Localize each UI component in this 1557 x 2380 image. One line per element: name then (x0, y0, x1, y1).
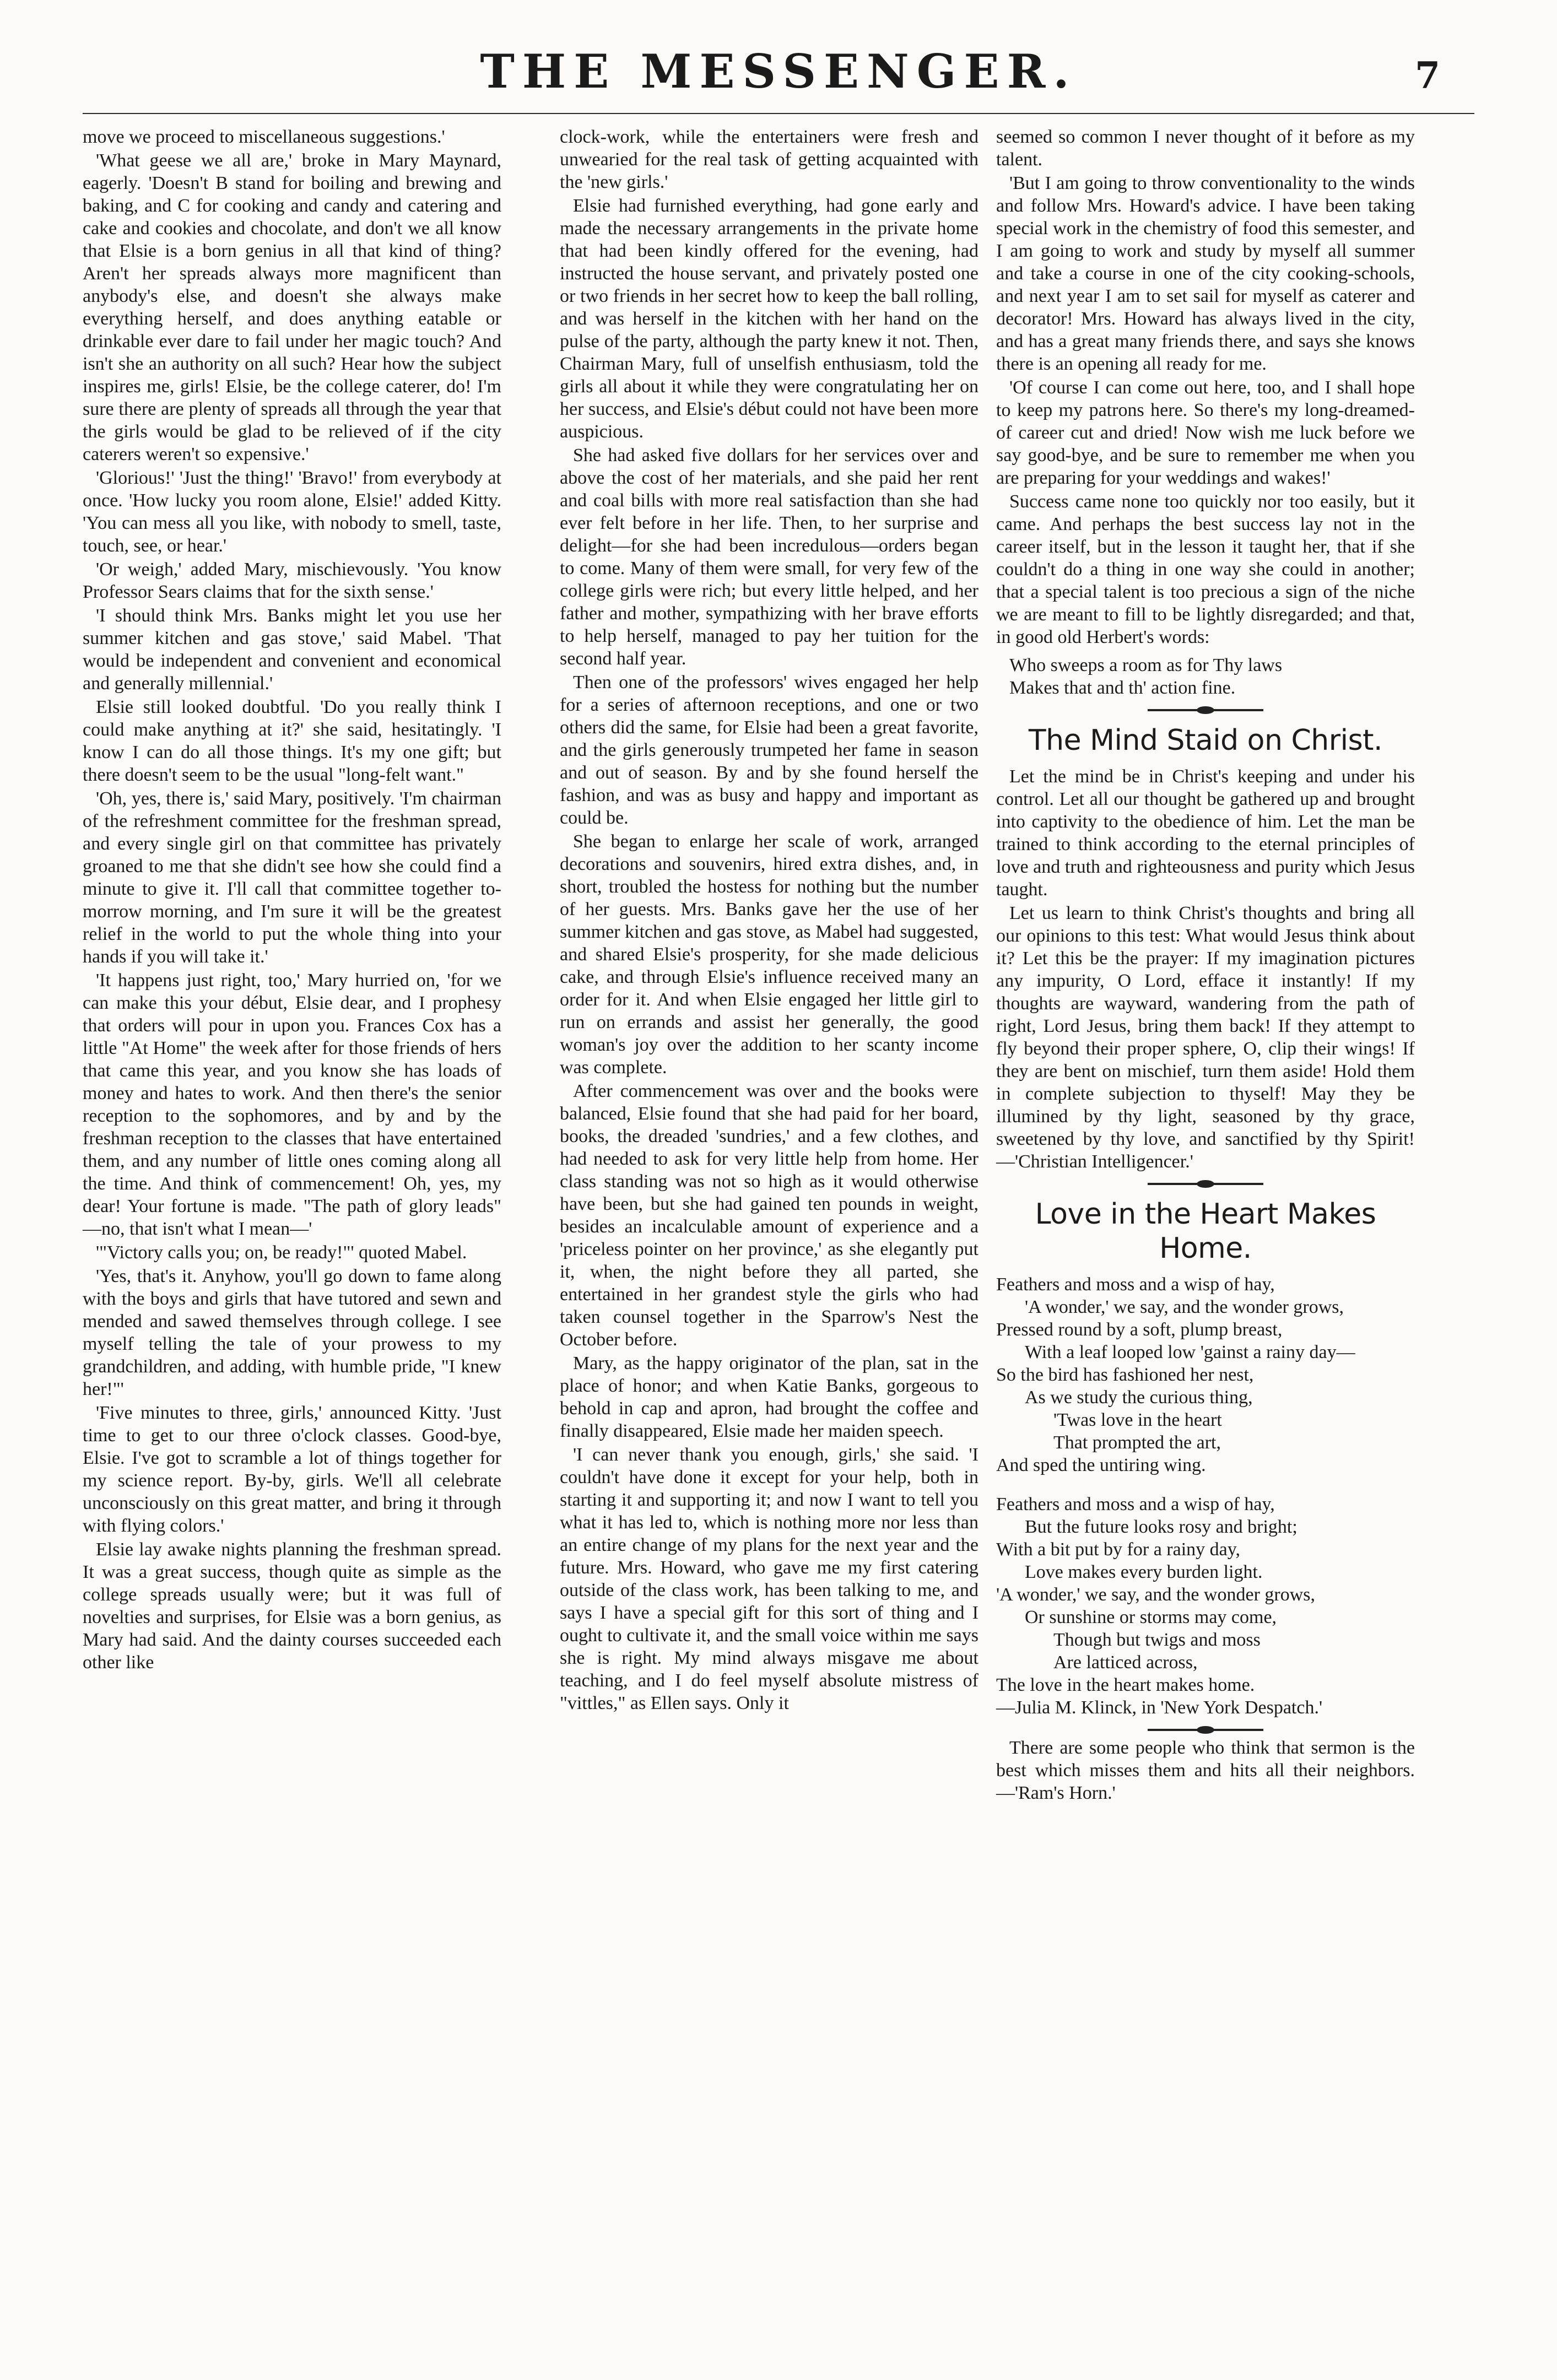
newspaper-title: THE MESSENGER. (480, 44, 1077, 99)
paragraph: Then one of the professors' wives engaged her help for a series of afternoon receptions, and one or two others did the same, for Elsie had been a great favorite, and the girls generously trumpeted her fame in season and out of season. By and by she found herself the fashion, and was as busy and happy and important as could be. (560, 672, 978, 828)
paragraph: 'Five minutes to three, girls,' announced Kitty. 'Just time to get to our three o'clock classes. Good-bye, Elsie. I've got to scramble a lot of things together for my science report. By-by, girls. We'll all celebrate unconsciously on this great matter, and bring it through with flying colors.' (83, 1403, 501, 1536)
poem-line: The love in the heart makes home. (996, 1675, 1255, 1695)
paragraph: Elsie had furnished everything, had gone early and made the necessary arrangements in the private home that had been kindly offered for the evening, had instructed the house servant, and privately posted one or two friends in her secret how to keep the ball rolling, and was herself in the kitchen with her hand on the pulse of the party, although the party knew it not. Then, Chairman Mary, full of unselfish enthusiasm, told the girls all about it while they were congratulating her on her success, and Elsie's début could not have been more auspicious. (560, 196, 978, 442)
section-divider (1148, 709, 1263, 711)
poem-line: As we study the curious thing, (1025, 1387, 1253, 1408)
poem-line: Feathers and moss and a wisp of hay, (996, 1494, 1275, 1514)
paragraph: Mary, as the happy originator of the plan, sat in the place of honor; and when Katie Banks, gorgeous to behold in cap and apron, had brought the coffee and finally disappeared, Elsie made her maiden speech. (560, 1353, 978, 1441)
header-rule (83, 113, 1474, 114)
quote-line: Makes that and th' action fine. (1009, 678, 1236, 698)
poem-line: Love makes every burden light. (1025, 1562, 1263, 1582)
paragraph: She had asked five dollars for her services over and above the cost of her materials, and she paid her rent and coal bills with more real satisfaction than she had ever felt before in her life. Then, to her surprise and delight—for she had been incredulous—orders began to come. Many of them were small, for very few of the college girls were rich; but every little helped, and her father and mother, sympathizing with her brave efforts to help herself, managed to pay her tuition for the second half year. (560, 445, 978, 669)
section-divider (1148, 1183, 1263, 1185)
paragraph: Elsie still looked doubtful. 'Do you really think I could make anything at it?' she said, hesitatingly. 'I know I can do all those things. It's my one gift; but there doesn't seem to be the usual "long-felt want." (83, 697, 501, 785)
poem-line: With a leaf looped low 'gainst a rainy day— (1025, 1342, 1355, 1362)
poem-heading: Love in the Heart Makes Home. (1035, 1198, 1376, 1265)
column-2 (560, 126, 978, 1716)
paragraph: She began to enlarge her scale of work, arranged decorations and souvenirs, hired extra dishes, and, in short, troubled the hostess for nothing but the number of her guests. Mrs. Banks gave her the use of her summer kitchen and gas stove, as Mabel had suggested, and shared Elsie's prosperity, for she made delicious cake, and through Elsie's influence received many an order for it. And when Elsie engaged her little girl to run on errands and assist her generally, the good woman's joy over the addition to her scanty income was complete. (560, 831, 978, 1078)
paragraph: clock-work, while the entertainers were fresh and unwearied for the real task of getting acquainted with the 'new girls.' (560, 127, 978, 192)
poem-stanza-2 (996, 1493, 1415, 1719)
paragraph: Success came none too quickly nor too easily, but it came. And perhaps the best success lay not in the career itself, but in the lesson it taught her, that if she couldn't do a thing in one way she could in another; that a special talent is too precious a sign of the niche we are meant to fill to be lightly disregarded; and that, in good old Herbert's words: (996, 491, 1415, 647)
page-number: 7 (1415, 54, 1440, 97)
paragraph: 'Glorious!' 'Just the thing!' 'Bravo!' from everybody at once. 'How lucky you room alone, Elsie!' added Kitty. 'You can mess all you like, with nobody to smell, taste, touch, see, or hear.' (83, 468, 501, 556)
masthead (0, 0, 1557, 124)
poem-line: And sped the untiring wing. (996, 1455, 1206, 1475)
poem-line: That prompted the art, (1053, 1432, 1221, 1453)
poem-line: So the bird has fashioned her nest, (996, 1365, 1254, 1385)
paragraph: 'But I am going to throw conventionality to the winds and follow Mrs. Howard's advice. I have been taking special work in the chemistry of food this semester, and I am going to work and study by myself all summer and take a course in one of the city cooking-schools, and next year I am to set sail for myself as caterer and decorator! Mrs. Howard has always lived in the city, and has a great many friends there, and says she knows there is an opening all ready for me. (996, 173, 1415, 374)
paragraph: '"Victory calls you; on, be ready!"' quoted Mabel. (96, 1242, 467, 1263)
column-3 (996, 126, 1415, 1805)
paragraph: After commencement was over and the books were balanced, Elsie found that she had paid for her board, books, the dreaded 'sundries,' and a few clothes, and had needed to ask for very little help from home. Her class standing was not so high as it would otherwise have been, but she had gained ten pounds in weight, besides an incalculable amount of experience and a 'priceless pointer on her province,' as she elegantly put it, when, the night before they all parted, she entertained in her grandest style the girls who had taken counsel together in the Sparrow's Nest the October before. (560, 1081, 978, 1350)
paragraph: move we proceed to miscellaneous suggestions.' (83, 127, 445, 147)
paragraph: Elsie lay awake nights planning the freshman spread. It was a great success, though quite as simple as the college spreads usually were; but it was full of novelties and surprises, for Elsie was a born genius, as Mary had said. And the dainty courses succeeded each other like (83, 1539, 501, 1673)
poem-line: Though but twigs and moss (1053, 1630, 1261, 1650)
section-divider (1148, 1729, 1263, 1731)
paragraph: 'Of course I can come out here, too, and I shall hope to keep my patrons here. So there's my long-dreamed-of career cut and dried! Now wish me luck before we say good-bye, and be sure to remember me when you are preparing for your weddings and wakes!' (996, 377, 1415, 488)
poem-line: Feathers and moss and a wisp of hay, (996, 1274, 1275, 1295)
poem-line: But the future looks rosy and bright; (1025, 1517, 1298, 1537)
paragraph: seemed so common I never thought of it before as my talent. (996, 127, 1415, 170)
article-heading: The Mind Staid on Christ. (1028, 724, 1383, 757)
column-1 (83, 126, 501, 1675)
paragraph: 'It happens just right, too,' Mary hurried on, 'for we can make this your début, Elsie dear, and I prophesy that orders will pour in upon you. Frances Cox has a little "At Home" the week after for those friends of hers that came this year, and you know she has loads of money and hates to work. And then there's the senior reception to the sophomores, and by and by the freshman reception to the classes that have entertained them, and any number of little ones coming along all the time. And think of commencement! Oh, yes, my dear! Your fortune is made. "The path of glory leads" —no, that isn't what I mean—' (83, 970, 501, 1239)
poem-attribution: —Julia M. Klinck, in 'New York Despatch.' (996, 1697, 1323, 1718)
paragraph: 'I can never thank you enough, girls,' she said. 'I couldn't have done it except for your help, both in starting it and supporting it; and now I want to tell you what it has led to, which is nothing more nor less than an entire change of my plans for the next year and the future. Mrs. Howard, who gave me my first catering outside of the class work, has been talking to me, and says I have a special gift for this sort of thing and I ought to cultivate it, and the small voice within me says she is right. My mind always misgave me about teaching, and I do feel myself absolute mistress of "vittles," as Ellen says. Only it (560, 1445, 978, 1713)
paragraph: Let us learn to think Christ's thoughts and bring all our opinions to this test: What would Jesus think about it? Let this be the prayer: If my imagination pictures any impurity, O Lord, efface it instantly! If my thoughts are wayward, wandering from the path of right, Lord Jesus, bring them back! If they attempt to fly beyond their proper sphere, O, clip their wings! If they are bent on mischief, turn them aside! Hold them in complete subjection to thyself! May they be illumined by thy light, seasoned by thy grace, sweetened by thy love, and sanctified by thy Spirit!—'Christian Intelligencer.' (996, 903, 1415, 1172)
paragraph: Let the mind be in Christ's keeping and under his control. Let all our thought be gathered up and brought into captivity to the obedience of him. Let the man be trained to think according to the eternal principles of love and truth and righteousness and purity which Jesus taught. (996, 766, 1415, 900)
paragraph: 'I should think Mrs. Banks might let you use her summer kitchen and gas stove,' said Mabel. 'That would be independent and convenient and economical and generally millennial.' (83, 605, 501, 694)
paragraph: 'Yes, that's it. Anyhow, you'll go down to fame along with the boys and girls that have tutored and sewn and mended and sawed themselves through college. I see myself telling the tale of your prowess to my grandchildren, and adding, with humble pride, "I knew her!"' (83, 1266, 501, 1399)
poem-line: Are latticed across, (1053, 1652, 1198, 1673)
poem-line: 'A wonder,' we say, and the wonder grows, (996, 1584, 1315, 1605)
poem-line: With a bit put by for a rainy day, (996, 1539, 1241, 1560)
poem-line: 'Twas love in the heart (1053, 1410, 1222, 1430)
closing-paragraph: There are some people who think that sermon is the best which misses them and hits all their neighbors.—'Ram's Horn.' (996, 1738, 1415, 1803)
poem-line: 'A wonder,' we say, and the wonder grows, (1025, 1297, 1344, 1317)
paragraph: 'Or weigh,' added Mary, mischievously. 'You know Professor Sears claims that for the sixth sense.' (83, 559, 501, 602)
herbert-quote (996, 654, 1415, 699)
poem-line: Or sunshine or storms may come, (1025, 1607, 1277, 1627)
quote-line: Who sweeps a room as for Thy laws (1009, 655, 1283, 675)
paragraph: 'What geese we all are,' broke in Mary Maynard, eagerly. 'Doesn't B stand for boiling and brewing and baking, and C for cooking and candy and catering and cake and cookies and chocolate, and don't we all know that Elsie is a born genius in all that kind of thing? Aren't her spreads always more magnificent than anybody's else, and doesn't she always make everything herself, and does anything eatable or drinkable ever dare to fail under her magic touch? And isn't she an authority on all such? Hear how the subject inspires me, girls! Elsie, be the college caterer, do! I'm sure there are plenty of spreads all through the year that the girls would be glad to be relieved of if the city caterers weren't so expensive.' (83, 150, 501, 464)
poem-line: Pressed round by a soft, plump breast, (996, 1319, 1283, 1340)
paragraph: 'Oh, yes, there is,' said Mary, positively. 'I'm chairman of the refreshment committee for the freshman spread, and every single girl on that committee has privately groaned to me that she didn't see how she could find a minute to give it. I'll call that committee together to-morrow morning, and I'm sure it will be the greatest relief in the world to put the whole thing into your hands if you will take it.' (83, 788, 501, 967)
poem-stanza-1 (996, 1273, 1415, 1476)
